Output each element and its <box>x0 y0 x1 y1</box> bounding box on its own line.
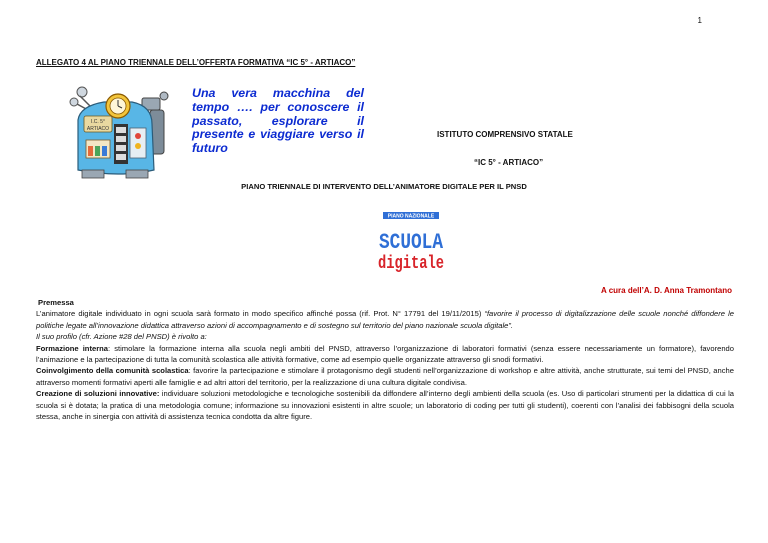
creazione-paragraph <box>36 388 734 422</box>
coinvolgimento-paragraph <box>36 365 734 388</box>
a-cura-credit: A cura dell’A. D. Anna Tramontano <box>601 286 732 295</box>
profilo-line: Il suo profilo (cfr. Azione #28 del PNSD) è rivolto a: <box>36 332 207 342</box>
logo-label-line2: ARTIACO <box>86 126 110 132</box>
formazione-text: : stimolare la formazione interna alla scuola negli ambiti del PNSD, attraverso l’organizzazione di laboratori formativi (senza essere necessariamente un formatore), favorendo l’animazione e la partecipazione di tutta la comunità scolastica alle attività formative, come ad esempio quelle organizzate attraverso gli snodi formativi. <box>36 343 734 365</box>
intro-paragraph <box>36 308 734 331</box>
formazione-label: Formazione interna <box>36 343 109 353</box>
slogan-text: Una vera macchina del tempo …. per conoscere il passato, esplorare il presente e viaggiare verso il futuro <box>192 86 364 156</box>
istituto-name: “IC 5° - ARTIACO” <box>474 158 544 167</box>
piano-title: PIANO TRIENNALE DI INTERVENTO DELL’ANIMATORE DIGITALE PER IL PNSD <box>241 182 527 191</box>
premessa-heading: Premessa <box>38 298 74 307</box>
intro-plain: L’animatore digitale individuato in ogni scuola sarà formato in modo specifico affinché possa (rif. Prot. N° 17791 del 19/11/2015) <box>36 309 485 319</box>
coinvolgimento-label: Coinvolgimento della comunità scolastica <box>36 366 189 376</box>
intro-quote: “favorire il processo di digitalizzazione delle scuole nonché diffondere le politiche legate all’innovazione didattica attraverso azioni di accompagnamento e di sostegno sul territorio del piano nazionale scuola digitale”. <box>36 309 734 330</box>
scuola-logo-word1: SCUOLA <box>379 230 444 255</box>
scuola-logo-word2: digitale <box>378 254 444 274</box>
formazione-paragraph <box>36 343 734 366</box>
logo-label-line1: I.C. 5° <box>91 119 105 125</box>
creazione-label: Creazione di soluzioni innovative: <box>36 389 160 399</box>
body-text <box>36 297 734 422</box>
allegato-heading: ALLEGATO 4 AL PIANO TRIENNALE DELL’OFFERTA FORMATIVA “IC 5° - ARTIACO” <box>36 58 356 67</box>
creazione-text: individuare soluzioni metodologiche e tecnologiche sostenibili da diffondere all’interno degli ambienti della scuola (es. Uso di particolari strumenti per la didattica di cui la scuola si è dotata; la pratica di una metodologia comune; informazione su innovazioni esistenti in altre scuole; un laboratorio di coding per tutti gli studenti), coerenti con l’analisi dei fabbisogni della scuola stessa, anche in sinergia con attività di assistenza tecnica condotta da altre figure. <box>36 389 734 422</box>
time-machine-logo <box>60 80 176 184</box>
coinvolgimento-text: : favorire la partecipazione e stimolare il protagonismo degli studenti nell’organizzazione di workshop e altre attività, anche strutturate, sui temi del PNSD, anche attraverso momenti formativi aperti alle famiglie e ad altri attori del territorio, per la realizzazione di una cultura digitale condivisa. <box>36 366 734 387</box>
scuola-digitale-logo <box>375 210 447 274</box>
scuola-logo-top: PIANO NAZIONALE <box>387 213 435 220</box>
page-number: 1 <box>697 16 702 25</box>
istituto-type: ISTITUTO COMPRENSIVO STATALE <box>437 130 573 139</box>
